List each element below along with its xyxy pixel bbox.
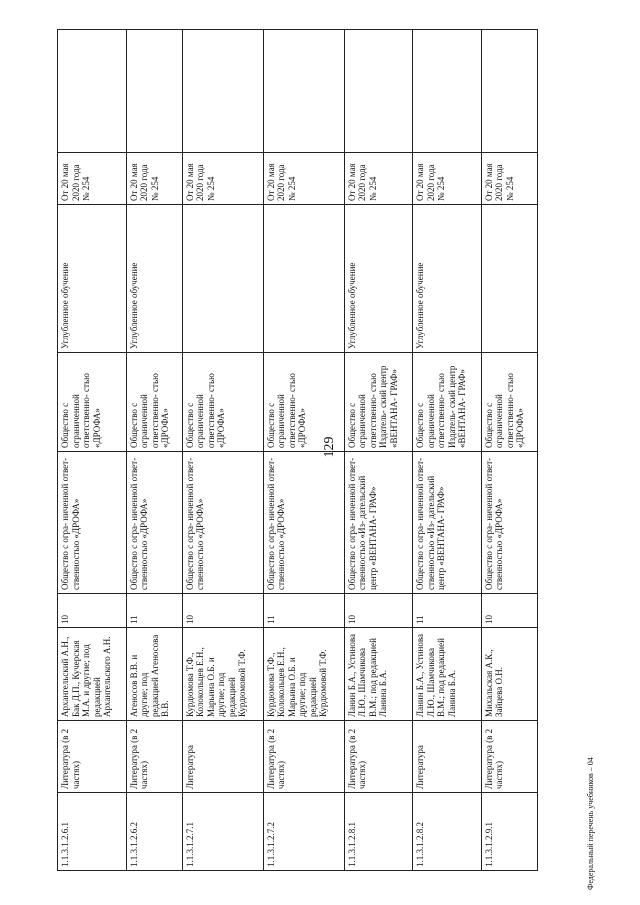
table-row xyxy=(481,30,537,871)
cell-subject: Литература xyxy=(413,721,482,793)
cell-owner: Общество с ограниченной ответственно- стью «ДРОФА» xyxy=(182,353,263,452)
cell-date: От 20 мая 2020 года № 254 xyxy=(58,153,127,205)
cell-owner: Общество с ограниченной ответственно- стью «ДРОФА» xyxy=(58,353,127,452)
cell-last xyxy=(481,30,537,153)
cell-subject: Литература (в 2 частях) xyxy=(263,721,344,793)
page-number: 129 xyxy=(322,436,337,458)
cell-grade: 10 xyxy=(182,594,263,628)
cell-owner: Общество с ограниченной ответственно- стью «ДРОФА» xyxy=(481,353,537,452)
cell-last xyxy=(413,30,482,153)
cell-publisher: Общество с огра- ниченной ответ- ственностью «ДРОФА» xyxy=(182,452,263,594)
cell-grade: 10 xyxy=(481,594,537,628)
cell-grade: 11 xyxy=(263,594,344,628)
cell-grade: 10 xyxy=(58,594,127,628)
cell-grade: 11 xyxy=(413,594,482,628)
cell-last xyxy=(58,30,127,153)
cell-authors: Курдюмова Т.Ф., Колокольцев Е.Н., Марьина О.Б. и другие; под редакцией Курдюмовой Т.Ф. xyxy=(263,628,344,721)
cell-depth: Углубленное обучение xyxy=(58,205,127,353)
cell-owner: Общество с ограниченной ответственно- стью Издатель- ский центр «ВЕНТАНА- ГРАФ» xyxy=(413,353,482,452)
cell-owner: Общество с ограниченной ответственно- стью «ДРОФА» xyxy=(126,353,182,452)
table-row xyxy=(344,30,413,871)
cell-code: 1.1.3.1.2.7.2 xyxy=(263,793,344,871)
table-row xyxy=(58,30,127,871)
cell-date: От 20 мая 2020 года № 254 xyxy=(481,153,537,205)
cell-publisher: Общество с огра- ниченной ответ- ственностью «ДРОФА» xyxy=(126,452,182,594)
cell-depth: Углубленное обучение xyxy=(126,205,182,353)
cell-code: 1.1.3.1.2.6.1 xyxy=(58,793,127,871)
cell-depth xyxy=(481,205,537,353)
footer-caption: Федеральный перечень учебников – 04 xyxy=(586,757,595,890)
cell-last xyxy=(126,30,182,153)
cell-grade: 11 xyxy=(126,594,182,628)
cell-date: От 20 мая 2020 года № 254 xyxy=(413,153,482,205)
cell-last xyxy=(263,30,344,153)
cell-publisher: Общество с огра- ниченной ответ- ственностью «ДРОФА» xyxy=(58,452,127,594)
cell-publisher: Общество с огра- ниченной ответ- ственностью «ДРОФА» xyxy=(481,452,537,594)
cell-depth: Углубленное обучение xyxy=(344,205,413,353)
table-row xyxy=(413,30,482,871)
cell-code: 1.1.3.1.2.8.1 xyxy=(344,793,413,871)
table-row xyxy=(263,30,344,871)
cell-authors: Ланин Б.А., Устинова Л.Ю., Шамчикова В.М.; под редакцией Ланина Б.А. xyxy=(413,628,482,721)
cell-authors: Архангельский А.Н., Бак Д.П., Кучерская М.А. и другие; под редакцией Архангельского А.Н. xyxy=(58,628,127,721)
cell-subject: Литература xyxy=(182,721,263,793)
cell-last xyxy=(344,30,413,153)
cell-subject: Литература (в 2 частях) xyxy=(481,721,537,793)
cell-authors: Агеносов В.В. и другие; под редакцией Агеносова В.В. xyxy=(126,628,182,721)
cell-depth xyxy=(182,205,263,353)
cell-owner: Общество с ограниченной ответственно- стью «ДРОФА» xyxy=(263,353,344,452)
cell-publisher: Общество с огра- ниченной ответ- ственностью «Из- дательский центр «ВЕНТАНА- ГРАФ» xyxy=(344,452,413,594)
cell-date: От 20 мая 2020 года № 254 xyxy=(263,153,344,205)
table-row xyxy=(126,30,182,871)
textbook-table xyxy=(57,29,538,871)
cell-code: 1.1.3.1.2.9.1 xyxy=(481,793,537,871)
cell-publisher: Общество с огра- ниченной ответ- ственностью «Из- дательский центр «ВЕНТАНА- ГРАФ» xyxy=(413,452,482,594)
cell-subject: Литература (в 2 частях) xyxy=(58,721,127,793)
cell-depth xyxy=(263,205,344,353)
cell-last xyxy=(182,30,263,153)
cell-date: От 20 мая 2020 года № 254 xyxy=(344,153,413,205)
table-body xyxy=(58,30,538,871)
cell-grade: 10 xyxy=(344,594,413,628)
cell-subject: Литература (в 2 частях) xyxy=(344,721,413,793)
cell-authors: Михальская А.К., Зайцева О.Н. xyxy=(481,628,537,721)
cell-code: 1.1.3.1.2.8.2 xyxy=(413,793,482,871)
table-row xyxy=(182,30,263,871)
cell-authors: Курдюмова Т.Ф., Колокольцев Е.Н., Марьина О.Б. и другие; под редакцией Курдюмовой Т.Ф. xyxy=(182,628,263,721)
cell-authors: Ланин Б.А., Устинова Л.Ю., Шамчикова В.М.; под редакцией Ланина Б.А. xyxy=(344,628,413,721)
cell-depth: Углубленное обучение xyxy=(413,205,482,353)
cell-code: 1.1.3.1.2.7.1 xyxy=(182,793,263,871)
cell-subject: Литература (в 2 частях) xyxy=(126,721,182,793)
cell-owner: Общество с ограниченной ответственно- стью Издатель- ский центр «ВЕНТАНА- ГРАФ» xyxy=(344,353,413,452)
cell-date: От 20 мая 2020 года № 254 xyxy=(182,153,263,205)
textbook-table-rotated xyxy=(57,30,538,871)
cell-code: 1.1.3.1.2.6.2 xyxy=(126,793,182,871)
cell-publisher: Общество с огра- ниченной ответ- ственностью «ДРОФА» xyxy=(263,452,344,594)
cell-date: От 20 мая 2020 года № 254 xyxy=(126,153,182,205)
textbook-table-wrap xyxy=(57,30,538,871)
